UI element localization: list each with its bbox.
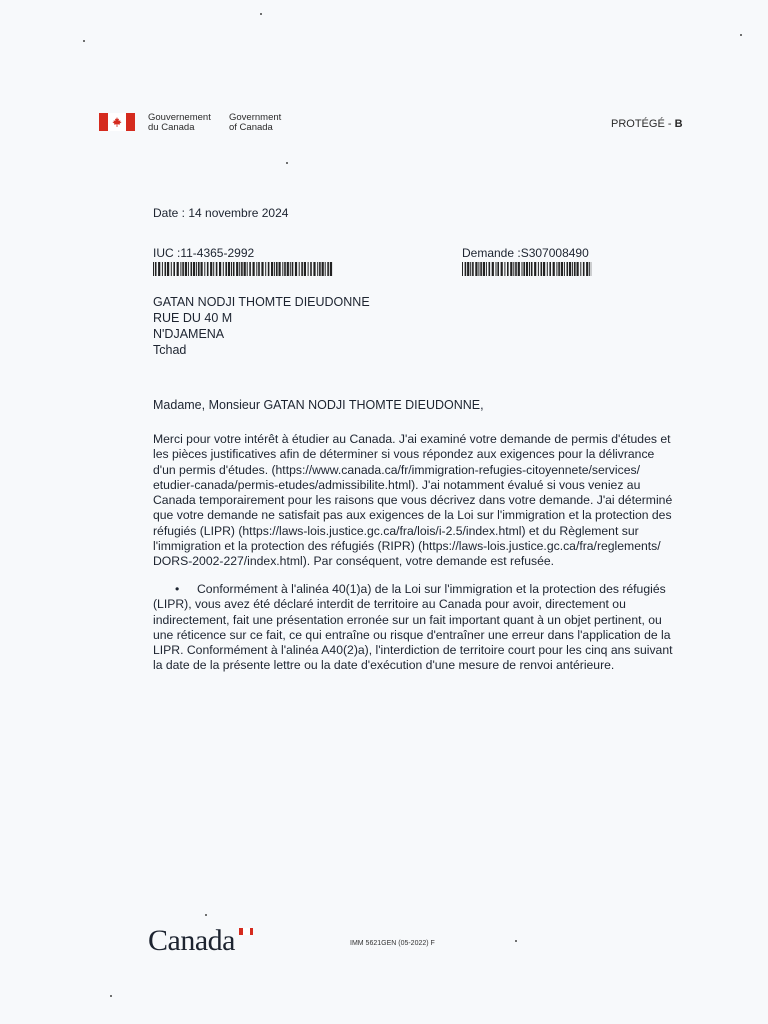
letter-date: Date : 14 novembre 2024 bbox=[153, 206, 289, 220]
canada-flag-icon bbox=[99, 113, 135, 131]
barcode-bar bbox=[295, 262, 297, 276]
barcode-bar bbox=[583, 262, 585, 276]
barcode-bar bbox=[478, 262, 479, 276]
barcode-bar bbox=[462, 262, 463, 276]
barcode-bar bbox=[486, 262, 487, 276]
barcode-bar bbox=[317, 262, 318, 276]
paragraph-line: l'immigration et la protection des réfugiés (RIPR) (https://laws-lois.justice.gc.ca/fra/reglements/ bbox=[153, 539, 661, 554]
barcode-bar bbox=[308, 262, 309, 276]
government-name-fr bbox=[148, 113, 211, 133]
salutation: Madame, Monsieur GATAN NODJI THOMTE DIEUDONNE, bbox=[153, 398, 484, 412]
barcode-bar bbox=[239, 262, 240, 276]
barcode-bar bbox=[247, 262, 248, 276]
iuc-number: IUC :11-4365-2992 bbox=[153, 246, 255, 260]
barcode-bar bbox=[497, 262, 499, 276]
barcode-bar bbox=[507, 262, 509, 276]
barcode-bar bbox=[182, 262, 184, 276]
barcode-bar bbox=[253, 262, 255, 276]
barcode-bar bbox=[301, 262, 303, 276]
barcode-bar bbox=[467, 262, 469, 276]
barcode-bar bbox=[162, 262, 163, 276]
barcode-bar bbox=[191, 262, 193, 276]
form-code: IMM 5621GEN (05-2022) F bbox=[350, 940, 435, 947]
barcode-bar bbox=[223, 262, 224, 276]
paragraph-line: DORS-2002-227/index.html). Par conséquent, votre demande est refusée. bbox=[153, 554, 555, 569]
gov-en-line2: of Canada bbox=[229, 122, 273, 133]
barcode-bar bbox=[538, 262, 539, 276]
scan-speck bbox=[740, 34, 742, 36]
application-number: Demande :S307008490 bbox=[462, 246, 589, 260]
barcode-bar bbox=[219, 262, 221, 276]
barcode-bar bbox=[236, 262, 238, 276]
recipient-address bbox=[153, 294, 370, 358]
barcode-bar bbox=[268, 262, 270, 276]
barcode-bar bbox=[165, 262, 167, 276]
barcode-bar bbox=[580, 262, 581, 276]
barcode-bar bbox=[292, 262, 294, 276]
barcode-bar bbox=[271, 262, 273, 276]
barcode-bar bbox=[325, 262, 326, 276]
barcode-bar bbox=[282, 262, 283, 276]
barcode-bar bbox=[515, 262, 517, 276]
barcode-bar bbox=[284, 262, 286, 276]
barcode-bar bbox=[310, 262, 312, 276]
decision-paragraph bbox=[153, 432, 681, 570]
barcode-bar bbox=[299, 262, 300, 276]
barcode-bar bbox=[541, 262, 543, 276]
barcode-bar bbox=[193, 262, 195, 276]
recipient-city: N'DJAMENA bbox=[153, 327, 225, 341]
barcode-bar bbox=[319, 262, 321, 276]
scan-speck bbox=[110, 995, 112, 997]
classification-label bbox=[611, 118, 683, 130]
barcode-bar bbox=[523, 262, 525, 276]
canada-wordmark: Canada bbox=[148, 924, 235, 957]
barcode-bar bbox=[561, 262, 563, 276]
barcode-bar bbox=[504, 262, 505, 276]
barcode-bar bbox=[173, 262, 175, 276]
bullet-line: LIPR. Conformément à l'alinéa A40(2)a), l'interdiction de territoire court pour les cinq ans suivant bbox=[153, 643, 673, 658]
paragraph-line: etudier-canada/permis-etudes/admissibilite.html). J'ai notamment évalué si vous veniez au bbox=[153, 477, 641, 492]
gov-fr-line1: Gouvernement bbox=[148, 112, 211, 123]
bullet-line: Conformément à l'alinéa 40(1)a) de la Loi sur l'immigration et la protection des réfugiés bbox=[197, 582, 666, 596]
inadmissibility-bullet bbox=[153, 582, 693, 674]
barcode-bar bbox=[216, 262, 218, 276]
paragraph-line: les pièces justificatives afin de déterminer si vous répondez aux exigences pour la délivrance bbox=[153, 447, 655, 462]
government-name-en bbox=[229, 113, 281, 133]
scan-speck bbox=[83, 40, 85, 42]
barcode-bar bbox=[207, 262, 209, 276]
barcode-bar bbox=[526, 262, 528, 276]
scan-speck bbox=[515, 940, 517, 942]
barcode-bar bbox=[188, 262, 189, 276]
barcode-bar bbox=[472, 262, 474, 276]
barcode-bar bbox=[249, 262, 251, 276]
barcode-bar bbox=[475, 262, 477, 276]
scan-speck bbox=[286, 162, 288, 164]
barcode-bar bbox=[549, 262, 551, 276]
barcode-bar bbox=[261, 262, 263, 276]
barcode-bar bbox=[529, 262, 530, 276]
barcode-bar bbox=[556, 262, 557, 276]
paragraph-line: Canada temporairement pour les raisons que vous décrivez dans votre demande. J'ai déterminé bbox=[153, 493, 673, 508]
scan-speck bbox=[205, 914, 207, 916]
barcode-bar bbox=[586, 262, 588, 276]
barcode-bar bbox=[241, 262, 243, 276]
scan-speck bbox=[260, 13, 262, 15]
barcode-bar bbox=[313, 262, 315, 276]
barcode-bar bbox=[558, 262, 560, 276]
barcode-bar bbox=[510, 262, 512, 276]
barcode-bar bbox=[228, 262, 230, 276]
barcode-bar bbox=[489, 262, 491, 276]
barcode-bar bbox=[233, 262, 235, 276]
barcode-bar bbox=[483, 262, 485, 276]
barcode-bar bbox=[213, 262, 214, 276]
barcode-bar bbox=[276, 262, 278, 276]
recipient-country: Tchad bbox=[153, 343, 187, 357]
barcode-bar bbox=[201, 262, 203, 276]
gov-fr-line2: du Canada bbox=[148, 122, 195, 133]
barcode-bar bbox=[465, 262, 467, 276]
barcode-bar bbox=[274, 262, 275, 276]
barcode-bar bbox=[185, 262, 187, 276]
wordmark-flag-icon bbox=[239, 928, 253, 935]
barcode-bar bbox=[244, 262, 246, 276]
bullet-line: une réticence sur ce fait, ce qui entraîne ou risque d'entraîner une erreur dans l'application de la bbox=[153, 627, 671, 642]
barcode-bar bbox=[496, 262, 497, 276]
barcode-bar bbox=[304, 262, 306, 276]
recipient-name: GATAN NODJI THOMTE DIEUDONNE bbox=[153, 295, 370, 309]
classification-prefix: PROTÉGÉ - bbox=[611, 118, 675, 130]
barcode-bar bbox=[569, 262, 571, 276]
paragraph-line: réfugiés (LIPR) (https://laws-lois.justice.gc.ca/fra/lois/i-2.5/index.html) et du Règlement sur bbox=[153, 523, 639, 538]
barcode-bar bbox=[231, 262, 232, 276]
application-barcode bbox=[462, 262, 592, 276]
barcode-bar bbox=[265, 262, 266, 276]
barcode-bar bbox=[553, 262, 555, 276]
barcode-bar bbox=[322, 262, 324, 276]
barcode-bar bbox=[501, 262, 503, 276]
barcode-bar bbox=[204, 262, 205, 276]
barcode-bar bbox=[327, 262, 329, 276]
barcode-bar bbox=[534, 262, 536, 276]
barcode-bar bbox=[180, 262, 181, 276]
bullet-line: (LIPR), vous avez été déclaré interdit de territoire au Canada pour avoir, directement ou bbox=[153, 597, 626, 612]
bullet-line: indirectement, fait une présentation erronée sur un fait important quant à un objet pertinent, ou bbox=[153, 612, 662, 627]
paragraph-line: que votre demande ne satisfait pas aux exigences de la Loi sur l'immigration et la protection des bbox=[153, 508, 672, 523]
barcode-bar bbox=[167, 262, 169, 276]
barcode-bar bbox=[290, 262, 291, 276]
barcode-bar bbox=[522, 262, 523, 276]
barcode-bar bbox=[577, 262, 579, 276]
barcode-bar bbox=[470, 262, 471, 276]
barcode-bar bbox=[480, 262, 482, 276]
barcode-bar bbox=[518, 262, 520, 276]
paragraph-line: Merci pour votre intérêt à étudier au Canada. J'ai examiné votre demande de permis d'études et bbox=[153, 432, 671, 446]
barcode-bar bbox=[225, 262, 227, 276]
paragraph-line: d'un permis d'études. (https://www.canada.ca/fr/immigration-refugies-citoyennete/services/ bbox=[153, 462, 640, 477]
barcode-bar bbox=[171, 262, 172, 276]
bullet-line-first bbox=[153, 582, 693, 597]
barcode-bar bbox=[589, 262, 590, 276]
barcode-bar bbox=[543, 262, 545, 276]
barcode-bar bbox=[198, 262, 200, 276]
gov-en-line1: Government bbox=[229, 112, 282, 123]
recipient-street: RUE DU 40 M bbox=[153, 311, 233, 325]
barcode-bar bbox=[564, 262, 565, 276]
barcode-bar bbox=[258, 262, 260, 276]
barcode-bar bbox=[531, 262, 533, 276]
barcode-bar bbox=[153, 262, 154, 276]
barcode-bar bbox=[158, 262, 160, 276]
bullet-marker: • bbox=[175, 582, 180, 596]
barcode-bar bbox=[513, 262, 514, 276]
barcode-bar bbox=[567, 262, 569, 276]
barcode-bar bbox=[492, 262, 494, 276]
classification-level: B bbox=[674, 118, 683, 130]
barcode-bar bbox=[279, 262, 281, 276]
bullet-line: la date de la présente lettre ou la date d'exécution d'une mesure de renvoi antérieure. bbox=[153, 658, 615, 673]
barcode-bar bbox=[572, 262, 573, 276]
barcode-bar bbox=[330, 262, 332, 276]
barcode-bar bbox=[177, 262, 179, 276]
iuc-barcode bbox=[153, 262, 333, 276]
barcode-bar bbox=[196, 262, 197, 276]
barcode-bar bbox=[547, 262, 548, 276]
barcode-bar bbox=[287, 262, 289, 276]
barcode-bar bbox=[256, 262, 257, 276]
barcode-bar bbox=[210, 262, 212, 276]
barcode-bar bbox=[574, 262, 576, 276]
barcode-bar bbox=[155, 262, 157, 276]
